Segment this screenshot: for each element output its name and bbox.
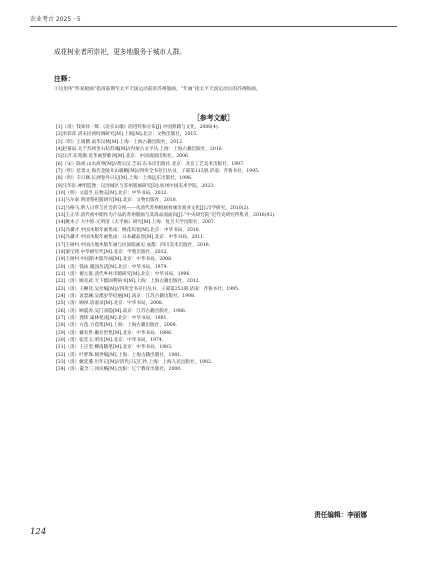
reference-item: [14]姚木子.大中原.元明清《太平画》研究[M].上海：复旦大学出版社，2007.	[56, 220, 216, 226]
reference-item: [32]（清）叶梦珠.阅世编[M].上海：上海古籍出版社，1981.	[56, 352, 182, 358]
reference-item: [6]（宋）陈祖.山水故事[M]//黄宗汉.芝田.东书店出版社.北京：北京工艺美术出版社，1997.	[56, 161, 245, 167]
continuation-text: 成花树业者所崇祀，更多地服务于城市人群。	[54, 48, 186, 56]
reference-item: [12]马格马.明人日常与社会的交织——从清代苏州板画看城市商业文化[J].汉学研究，2010(2).	[56, 205, 250, 211]
page-number: 124	[30, 527, 47, 537]
reference-item: [31]（清）王应奎.柳南随笔[M].北京：中华书局，1983.	[56, 345, 173, 351]
notes-body	[54, 87, 394, 93]
running-header: 农业考古 2025 · 5	[30, 16, 81, 23]
header-rule	[30, 26, 397, 27]
reference-item: [10]（明）文震亨.长物志[M].北京：中华书局，2012.	[56, 191, 168, 197]
reference-item: [20]（清）钱泳.履园丛话[M].北京：中华书局，1979.	[56, 264, 168, 270]
reference-item: [5]汪沂.东苑敬.花华画梦歌词[M].北京：中国戏剧出版社，2006.	[56, 154, 190, 160]
reference-item: [17]王树村.中国古地木版年画与民间版画史.成都：四川美术出版社，2016.	[56, 242, 211, 248]
reference-item: [28]（清）方苞.方苞集[M].上海：上海古籍出版社，2008.	[56, 323, 178, 329]
reference-item: [29]（清）戴名世.戴名世集[M].北京：中华书局，1986.	[56, 330, 173, 336]
reference-item: [11]马尔泰.明清祭祀版研究[M].北京：文物出版社，2018.	[56, 198, 178, 204]
reference-item: [19]王树村.中国的木版年画[M].北京：中华书局，2008.	[56, 257, 173, 263]
reference-item: [30]（清）张廷玉.明史[M].北京：中华书局，1974.	[56, 337, 164, 343]
reference-item: [27]（清）龚炜.巢林笔谈[M].北京：中华书局，1981.	[56, 315, 168, 321]
reference-item: [9]马华轩.神明造像：汉河城区与苏州版画研究[D].杭州中国美术学院，2023.	[56, 183, 215, 189]
reference-item: [33]（清）姚廷遴.历年记[M]//清代日记汇抄.上海：上海人民出版社，1982.	[56, 360, 213, 365]
reference-item: [34]（清）董含.三冈识略[M].沈阳：辽宁教育出版社，2000.	[56, 367, 182, 373]
references-title: ［参考文献］	[193, 114, 234, 122]
reference-item: [21]（清）谢元淮.清代乡村市镇研究[M].北京：中华书局，1996.	[56, 271, 191, 277]
reference-item: [25]（清）顾禄.清嘉录[M].北京：中华书局，2008.	[56, 301, 164, 307]
reference-item: [18]秦宝琦.中华板年代[M].北京：学苑出版社，2012.	[56, 249, 168, 255]
reference-item: [23]（清）王穉登.吴社编[M]//四库全书存目丛书，子部第253册.济南：齐鲁书社，1995.	[56, 286, 240, 292]
responsible-editor: 责任编辑：李丽娜	[314, 511, 367, 519]
reference-item: [1]（清）钱知祥一辉.《北京山歌》的进传和分布[J].中国典籍与文化，2006(4).	[56, 125, 220, 130]
reference-item: [3]（明）王锡爵.南华汉林[M].上海：上海古籍出版社，2012.	[56, 139, 184, 145]
reference-item: [26]（清）顾震涛.吴门表隐[M].南京：江苏古籍出版社，1986.	[56, 308, 187, 314]
reference-item: [24]（清）袁景澜.吴郡岁华纪丽[M].南京：江苏古籍出版社，1998.	[56, 293, 196, 299]
reference-item: [13]王正华.清代初中期作为产品的苏州版画与其商品面面向[J].“中央研究院”近代史研究所集刊，2016(92).	[56, 213, 276, 219]
reference-item: [4]赵菊辰.关于苏州金石姑苏城[M]//内蒙古文字丛.上海：上海古籍出版社，2016.	[56, 147, 224, 153]
notes-title: 注释：	[54, 75, 75, 83]
note-item: ①这里所“传家板画”指清前期至太平天国运动前的苏州版画，“年画”指太平天国运动后的苏州版画。	[54, 87, 261, 92]
reference-item: [22]（清）顾炎武.天下郡国利病书[M].上海：上海古籍出版社，2012.	[56, 279, 201, 285]
reference-item: [16]冯骥才.中国木版年画集成：日本藏品卷[M].北京：中华书局，2011.	[56, 235, 205, 241]
references-list	[56, 124, 402, 374]
reference-item: [2]李彩萍.清末民初时调研究[M].上海[M].北京：文物出版社，2015.	[56, 132, 198, 138]
reference-item: [7]（明）范景文.海氏金陵开山辑略[M]//四库全书存目丛书，子部第112册.济南：齐鲁书社，1995.	[56, 169, 260, 175]
reference-item: [8]（明）辛日修.长洲卷外日记[M].上海：上海远东出版社，1996.	[56, 176, 193, 182]
reference-item: [15]冯骥才.中国木版年画集成：桃花坞卷[M].北京：中华书局，2010.	[56, 227, 201, 233]
